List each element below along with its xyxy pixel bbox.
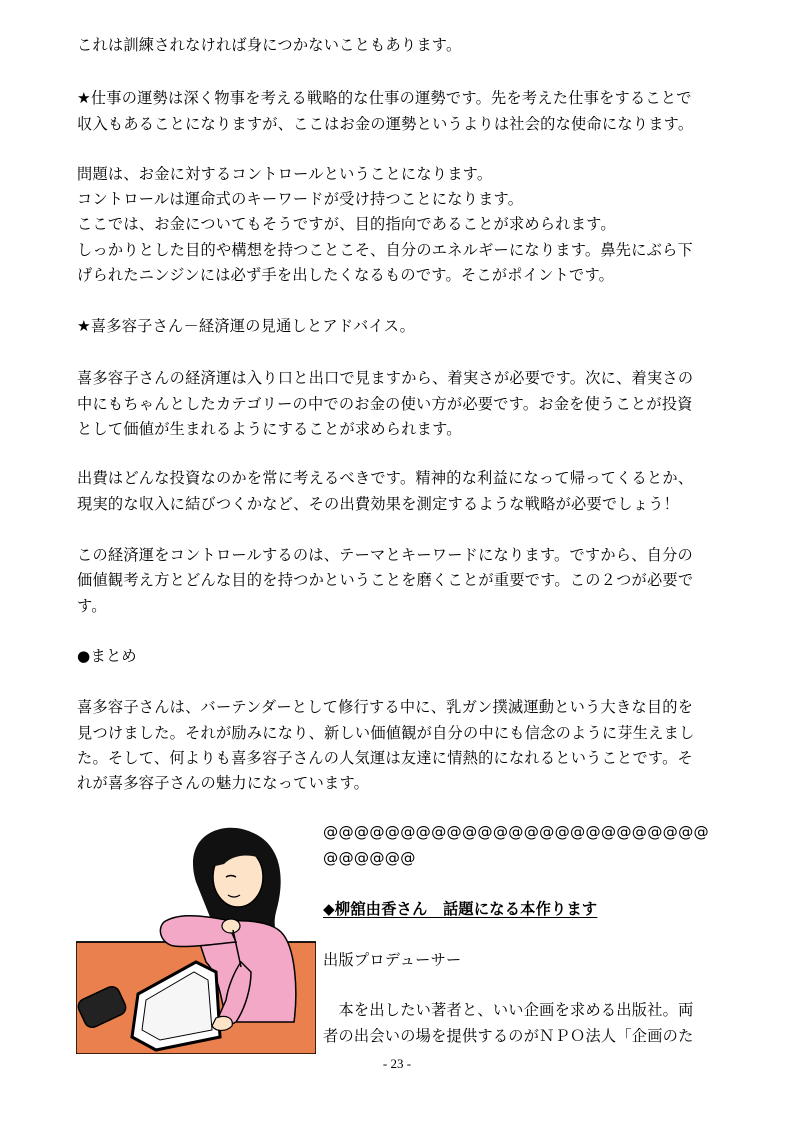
body-line: しっかりとした目的や構想を持つことこそ、自分のエネルギーになります。鼻先にぶら下 xyxy=(77,241,693,259)
body-line: ★仕事の運勢は深く物事を考える戦略的な仕事の運勢です。先を考えた仕事をすることで xyxy=(77,89,692,107)
article-heading: ◆柳舘由香さん 話題になる本作ります xyxy=(323,900,598,918)
article-role: 出版プロデューサー xyxy=(323,951,462,969)
body-line: この経済運をコントロールするのは、テーマとキーワードになります。ですから、自分の xyxy=(77,546,693,564)
body-line: 中にもちゃんとしたカテゴリーの中でのお金の使い方が必要です。お金を使うことが投資 xyxy=(77,395,693,413)
body-line: れが喜多容子さんの魅力になっています。 xyxy=(77,774,370,792)
article-paragraph-line: 者の出会いの場を提供するのがＮＰＯ法人「企画のた xyxy=(323,1027,694,1045)
section-heading: ★喜多容子さん－経済運の見通しとアドバイス。 xyxy=(77,317,416,335)
body-line: 現実的な収入に結びつくかなど、その出費効果を測定するような戦略が必要でしょう！ xyxy=(77,495,680,513)
body-line: 問題は、お金に対するコントロールということになります。 xyxy=(77,165,493,183)
body-line: これは訓練されなければ身につかないこともあります。 xyxy=(77,36,462,54)
body-line: げられたニンジンには必ず手を出したくなるものです。そこがポイントです。 xyxy=(77,266,615,284)
body-line: た。そして、何よりも喜多容子さんの人気運は友達に情熱的になれるということです。そ xyxy=(77,749,693,767)
separator-line: @@@@@@ xyxy=(323,849,416,867)
body-line: 見つけました。それが励みになり、新しい価値観が自分の中にも信念のように芽生えまし xyxy=(77,724,695,742)
body-line: コントロールは運命式のキーワードが受け持つことになります。 xyxy=(77,190,524,208)
body-line: 価値観考え方とどんな目的を持つかということを磨くことが重要です。この２つが必要で xyxy=(77,571,694,589)
separator-line: @@@@@@@@@@@@@@@@@@@@@@@@@ xyxy=(323,823,709,841)
article-paragraph-line: 本を出したい著者と、いい企画を求める出版社。両 xyxy=(323,1001,694,1019)
body-line: 出費はどんな投資なのかを常に考えるべきです。精神的な利益になって帰ってくるとか、 xyxy=(77,469,694,487)
body-line: 収入もあることになりますが、ここはお金の運勢というよりは社会的な使命になります。 xyxy=(77,115,694,133)
body-line: として価値が生まれるようにすることが求められます。 xyxy=(77,420,462,438)
body-line: ここでは、お金についてもそうですが、目的指向であることが求められます。 xyxy=(77,215,616,233)
woman-writing-at-desk-illustration xyxy=(76,822,316,1054)
body-line: す。 xyxy=(77,597,107,615)
body-line: 喜多容子さんは、バーテンダーとして修行する中に、乳ガン撲滅運動という大きな目的を xyxy=(77,698,694,716)
body-line: 喜多容子さんの経済運は入り口と出口で見ますから、着実さが必要です。次に、着実さの xyxy=(77,369,694,387)
summary-heading: ●まとめ xyxy=(77,647,137,665)
page-number: - 23 - xyxy=(382,1056,412,1071)
